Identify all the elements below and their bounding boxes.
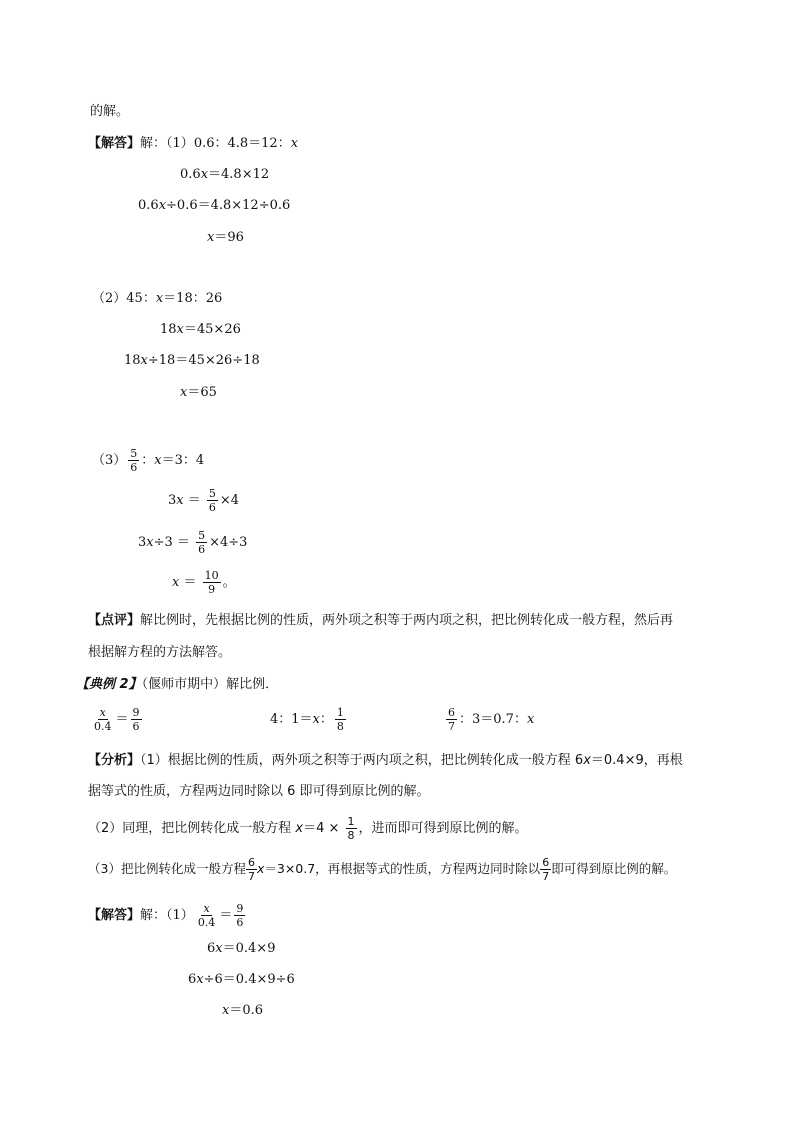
fraction: $\frac{5}{6}$ (198, 529, 206, 556)
problem-2: 4：1＝x： $\frac{1}{8}$ (270, 706, 344, 733)
q2-step-1: 18x＝45×26 (160, 322, 241, 337)
fraction: $\frac{5}{6}$ (130, 447, 138, 474)
answer-heading-2: 【解答】解：（1） $\frac{x}{0.4}$ ＝ $\frac{9}{6}$ (88, 902, 244, 929)
q3-step-2: 3x÷3 ＝ $\frac{5}{6}$ ×4÷3 (138, 529, 248, 556)
answer-heading-1: 【解答】解：（1）0.6：4.8＝12：x (88, 136, 299, 151)
problem-1: $\frac{x}{0.4}$ ＝ $\frac{9}{6}$ (94, 706, 140, 733)
intro-tail: 的解。 (90, 104, 130, 119)
q1-step-1: 0.6x＝4.8×12 (180, 167, 270, 182)
analysis-1-line-2: 据等式的性质，方程两边同时除以 6 即可得到原比例的解。 (88, 784, 430, 799)
review-line-1: 【点评】解比例时，先根据比例的性质，两外项之积等于两内项之积，把比例转化成一般方程，然后再 (88, 613, 674, 628)
problem-3: $\frac{6}{7}$ ：3＝0.7：x (448, 706, 535, 733)
example-2-heading: 【典例 2】（偃师市期中）解比例． (76, 677, 279, 692)
review-line-2: 根据解方程的方法解答。 (88, 645, 232, 660)
ans2-step-3: x＝0.6 (222, 1003, 264, 1018)
fraction: $\frac{5}{6}$ (208, 487, 216, 514)
analysis-3: （3）把比例转化成一般方程 $\frac{6}{7}$ x＝3×0.7，再根据等式的性质，方程两边同时除以 $\frac{6}{7}$ 即可得到原比例的解。 (88, 856, 677, 883)
q2-step-2: 18x÷18＝45×26÷18 (124, 353, 260, 368)
answer-label: 【解答】 (88, 136, 141, 151)
q1-step-2: 0.6x÷0.6＝4.8×12÷0.6 (138, 198, 291, 213)
ans2-step-1: 6x＝0.4×9 (207, 941, 276, 956)
q2-statement: （2）45：x＝18：26 (92, 291, 223, 306)
analysis-2: （2）同理，把比例转化成一般方程 x＝4 × $\frac{1}{8}$ ，进而即可得到原比例的解。 (88, 815, 528, 842)
q1-step-3: x＝96 (207, 230, 244, 245)
q3-step-3: x ＝ $\frac{10}{9}$ 。 (172, 569, 236, 596)
q3-statement: （3） $\frac{5}{6}$ ：x＝3：4 (92, 447, 205, 474)
analysis-1-line-1: 【分析】（1）根据比例的性质，两外项之积等于两内项之积，把比例转化成一般方程 6x＝0.4×9，再根 (88, 753, 683, 768)
ans2-step-2: 6x÷6＝0.4×9÷6 (188, 972, 295, 987)
q2-step-3: x＝65 (180, 385, 217, 400)
fraction: $\frac{10}{9}$ (204, 569, 219, 596)
q3-step-1: 3x ＝ $\frac{5}{6}$ ×4 (168, 487, 240, 514)
